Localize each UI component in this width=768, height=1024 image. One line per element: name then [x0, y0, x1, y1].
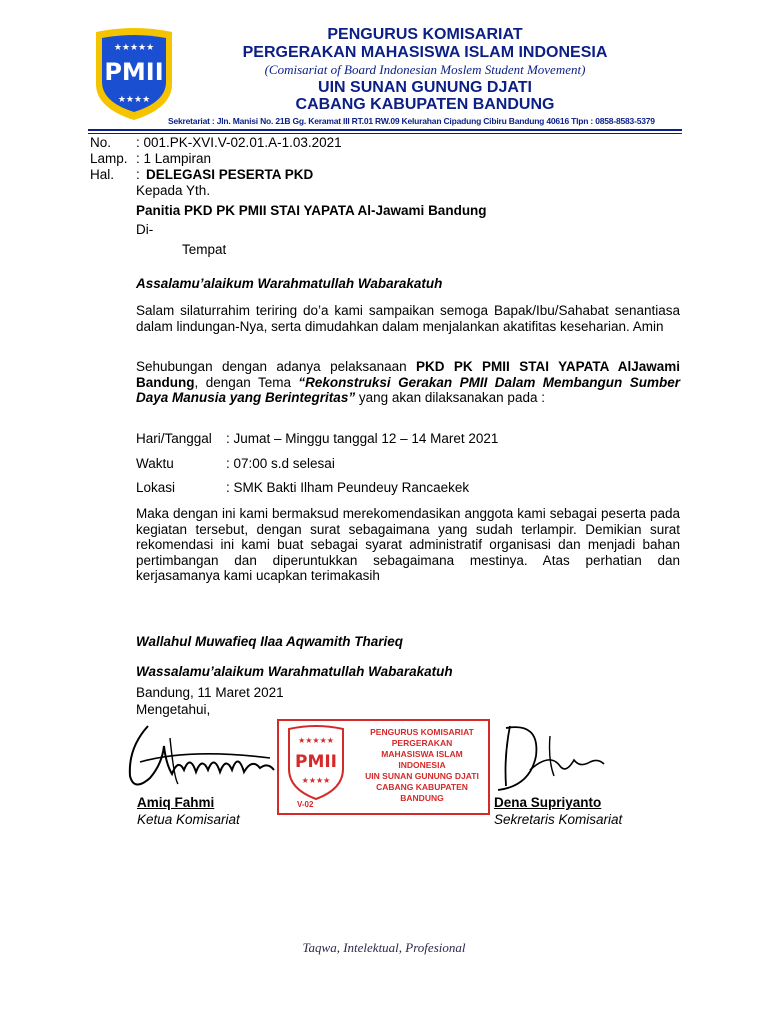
hari-label: Hari/Tanggal [136, 431, 212, 446]
letterhead-line-5: CABANG KABUPATEN BANDUNG [295, 96, 555, 113]
letterhead-line-4: UIN SUNAN GUNUNG DJATI [318, 79, 532, 96]
signature-left [120, 718, 280, 798]
signature-right [490, 716, 610, 800]
stamp-text: PENGURUS KOMISARIAT PERGERAKAN MAHASISWA ISLAM INDONESIA UIN SUNAN GUNUNG DJATI CABANG KABUPATEN BANDUNG [365, 727, 479, 803]
right-signatory-name: Dena Supriyanto [494, 795, 602, 810]
paragraph-1: Salam silaturrahim teriring do’a kami sampaikan semoga Bapak/Ibu/Sahabat senantiasa dalam lindungan-Nya, serta dimudahkan dalam menjalankan akatifitas keseharian. Amin [136, 303, 680, 334]
svg-text:★★★★★: ★★★★★ [113, 43, 155, 53]
greeting: Assalamu’alaikum Warahmatullah Wabarakatuh [136, 276, 443, 291]
paragraph-3: Maka dengan ini kami bermaksud merekomendasikan anggota kami sebagai peserta pada kegiatan tersebut, dengan surat sebagaimana yang sudah terlampir. Demikian surat rekomendasi ini kami buat sebagai syarat administratif organisasi dan menjadi bahan pertimbangan dan diperuntukkan sebagaimana mestinya. Atas perhatian dan kerjasamanya kami ucapkan terimakasih [136, 506, 680, 584]
header-rule-thin [88, 133, 682, 134]
hal-colon: : [136, 167, 140, 182]
lokasi-value: : SMK Bakti Ilham Peundeuy Rancaekek [226, 480, 470, 495]
tempat: Tempat [182, 242, 227, 257]
footer-motto: Taqwa, Intelektual, Profesional [302, 940, 466, 955]
mengetahui: Mengetahui, [136, 702, 211, 717]
hal-label: Hal. [90, 167, 115, 182]
kepada: Kepada Yth. [136, 183, 211, 198]
waktu-value: : 07:00 s.d selesai [226, 456, 335, 471]
letterhead-line-2: PERGERAKAN MAHASISWA ISLAM INDONESIA [242, 44, 608, 61]
right-signatory-role: Sekretaris Komisariat [494, 812, 623, 827]
header-rule [88, 129, 682, 131]
left-signatory-role: Ketua Komisariat [137, 812, 240, 827]
closing-2: Wassalamu’alaikum Warahmatullah Wabarakatuh [136, 664, 453, 679]
hal-value: DELEGASI PESERTA PKD [146, 167, 314, 182]
svg-text:★★★★★: ★★★★★ [298, 736, 334, 745]
svg-text:★★★★: ★★★★ [301, 776, 331, 785]
lamp-value: : 1 Lampiran [136, 151, 212, 166]
svg-text:PMII: PMII [294, 752, 338, 772]
no-value: : 001.PK-XVI.V-02.01.A-1.03.2021 [136, 135, 342, 150]
waktu-label: Waktu [136, 456, 174, 471]
paragraph-2: Sehubungan dengan adanya pelaksanaan PKD PK PMII STAI YAPATA AlJawami Bandung, dengan Tema “Rekonstruksi Gerakan PMII Dalam Membangun Sumber Daya Manusia yang Berintegritas” yang akan dilaksanakan pada : [136, 359, 681, 406]
letterhead-line-1: PENGURUS KOMISARIAT [327, 26, 523, 43]
letterhead-line-3: (Comisariat of Board Indonesian Moslem Student Movement) [264, 62, 586, 77]
di: Di- [136, 222, 154, 237]
left-signatory-name: Amiq Fahmi [137, 795, 215, 810]
stamp-logo [285, 725, 347, 801]
pmii-logo [88, 26, 180, 122]
closing-1: Wallahul Muwafieq Ilaa Aqwamith Tharieq [136, 634, 404, 649]
svg-text:★★★★: ★★★★ [117, 95, 151, 105]
lamp-label: Lamp. [90, 151, 128, 166]
recipient: Panitia PKD PK PMII STAI YAPATA Al-Jawami Bandung [136, 203, 487, 218]
hari-value: : Jumat – Minggu tanggal 12 – 14 Maret 2021 [226, 431, 499, 446]
logo-text: PMII [104, 58, 164, 86]
stamp-code: V-02 [297, 800, 314, 809]
secretariat-address: Sekretariat : Jln. Manisi No. 21B Gg. Keramat III RT.01 RW.09 Kelurahan Cipadung Cibiru Bandung 40616 Tlpn : 0858-8583-5379 [168, 116, 655, 126]
no-label: No. [90, 135, 112, 150]
official-stamp [277, 719, 490, 815]
place-date: Bandung, 11 Maret 2021 [136, 685, 284, 700]
lokasi-label: Lokasi [136, 480, 176, 495]
